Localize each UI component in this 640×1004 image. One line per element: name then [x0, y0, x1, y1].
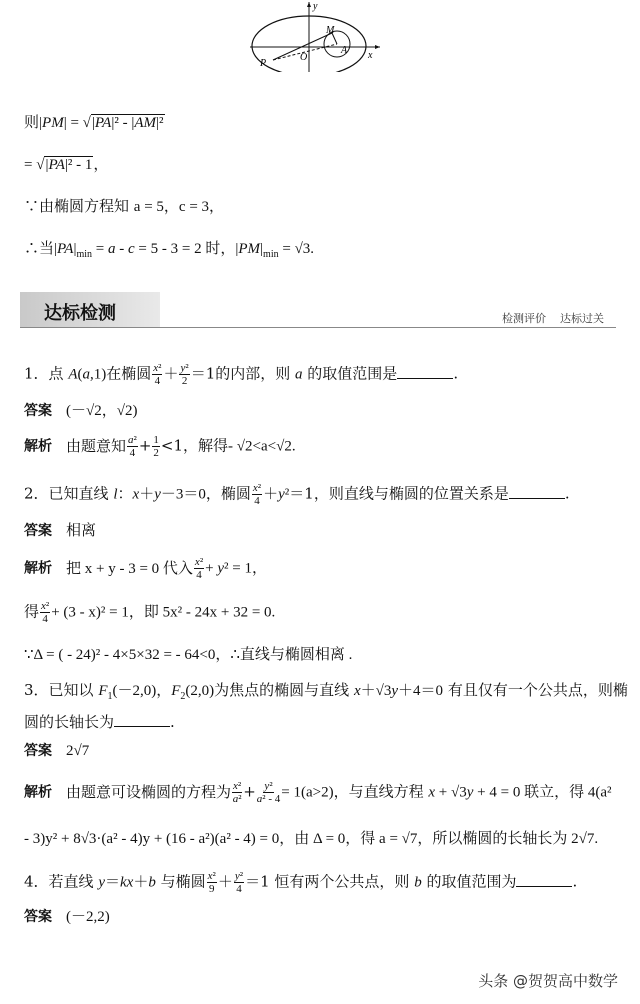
question-number: 1．点	[24, 364, 64, 383]
answer-value: (－2,2)	[66, 909, 110, 925]
analysis-expr: + (3 - x)² = 1，即 5x² - 24x + 32 = 0.	[51, 604, 276, 621]
answer-4	[24, 906, 110, 927]
question-text: ＝1，则直线与椭圆的位置关系是	[289, 484, 509, 503]
solution-text: ∵由椭圆方程知	[24, 197, 130, 215]
fig-label-p: P	[260, 58, 267, 69]
question-text: 在椭圆	[106, 364, 152, 383]
analysis-text: 由题意可设椭圆的方程为	[66, 782, 232, 801]
answer-blank	[509, 486, 565, 499]
question-3: 3．已知以 $F_1(-2,0)$，$F_2(2,0)$为焦点的椭圆与直线 x＋√3y＋4＝0 有且仅有一个公共点，则椭	[24, 681, 628, 702]
question-text: ，椭圆	[205, 484, 251, 503]
analysis-text: 由题意知	[66, 436, 127, 455]
banner-tag-1: 检测评价	[502, 312, 546, 325]
analysis-expr: - 3)y² + 8√3·(a² - 4)y + (16 - a²)(a² - 4) = 0，由 Δ = 0，得 a = √7，所以椭圆的长轴长为 2√7.	[24, 831, 599, 847]
section-title: 达标检测	[44, 303, 116, 324]
analysis-text: ∵Δ = ( - 24)² - 4×5×32 = - 64<0，∴直线与椭圆相离 .	[24, 647, 353, 663]
answer-label: 答案	[24, 743, 52, 759]
question-text: 圆的长轴长为	[24, 713, 115, 731]
analysis-text: <1，解得	[160, 436, 229, 455]
answer-value: 相离	[66, 521, 97, 539]
question-3-line-2: 圆的长轴长为 .	[24, 713, 175, 731]
answer-value: 2√7	[66, 743, 90, 759]
solution-line-2: = √|PA|² - 1，	[24, 157, 109, 173]
question-number: 2．已知直线	[24, 484, 109, 503]
analysis-1: 解析 由题意知 $\frac{\text{a²}}{4}$ + $\frac{1}{2}$ <1，解得- √2<a<√2.	[24, 434, 296, 459]
solution-text: ∴当	[24, 239, 55, 257]
watermark: 头条 @贺贺高中数学	[478, 972, 618, 990]
analysis-expr: - √2<a<√2.	[228, 438, 296, 455]
analysis-label: 解析	[24, 784, 52, 801]
analysis-text: 把 x + y - 3 = 0 代入	[66, 560, 193, 577]
analysis-3-line-2	[24, 828, 598, 849]
analysis-2-line-2: 得 $\frac{\text{x²}}{4}$ + (3 - x)² = 1，即 5x² - 24x + 32 = 0.	[24, 600, 276, 625]
banner-tag-2: 达标过关	[560, 312, 604, 325]
fig-label-o: O	[300, 52, 308, 63]
question-text: 为焦点的椭圆与直线	[214, 681, 350, 699]
analysis-2: 解析 把 x + y - 3 = 0 代入 $\frac{\text{x²}}{4}$ + y² = 1，	[24, 556, 267, 581]
solution-line-3	[24, 196, 224, 217]
fig-label-x: x	[368, 50, 373, 61]
analysis-text: 联立，得 4(a²	[524, 784, 612, 801]
question-2: 2．已知直线 l：x＋y－3＝0，椭圆 $\frac{\text{x²}}{4}$ ＋y²＝1，则直线与椭圆的位置关系是 .	[24, 482, 570, 507]
solution-line-1: 则|PM| = √|PA|² - |AM|²	[24, 113, 164, 131]
solution-expr: a = 5，c = 3，	[133, 199, 225, 215]
question-text: 的取值范围为	[426, 872, 517, 891]
answer-blank	[397, 366, 453, 379]
question-1: 1．点 A(a,1)在椭圆 $\frac{\text{x²}}{4}$ ＋ $\frac{\text{y²}}{2}$ ＝1的内部，则 a 的取值范围是 .	[24, 362, 459, 387]
analysis-text: 得	[24, 602, 40, 621]
answer-label: 答案	[24, 523, 52, 539]
ellipse-diagram	[240, 0, 390, 72]
analysis-3: 解析 由题意可设椭圆的方程为 $\frac{\text{x²}}{\text{a²}}$ + $\frac{\text{y²}}{\text{a² - 4}}$ = 1(a>2)，与直线方程 x + √3y + 4 = 0 联立，得 4(a²	[24, 780, 612, 805]
question-text: 的取值范围是	[307, 364, 398, 383]
fig-label-m: M	[326, 25, 335, 36]
analysis-text: = 1(a>2)，与直线方程	[281, 784, 424, 801]
analysis-2-line-3	[24, 644, 352, 665]
fig-label-y: y	[313, 1, 318, 12]
question-number: 4．若直线	[24, 872, 94, 891]
question-4: 4．若直线 y＝kx＋b 与椭圆 $\frac{\text{x²}}{9}$ ＋ $\frac{\text{y²}}{4}$ ＝1 恒有两个公共点，则 b 的取值范围为 .	[24, 870, 578, 895]
answer-2	[24, 520, 96, 541]
question-number: 3．已知以	[24, 681, 94, 699]
question-text: ＝1的内部，则	[190, 364, 291, 383]
section-banner	[20, 292, 616, 328]
answer-blank	[114, 714, 170, 727]
analysis-expr: = 1，	[232, 560, 267, 577]
solution-text: 则	[24, 113, 40, 131]
question-text: ＝1 恒有两个公共点，则	[245, 872, 410, 891]
answer-3	[24, 740, 89, 761]
analysis-label: 解析	[24, 438, 52, 455]
answer-label: 答案	[24, 403, 52, 419]
answer-1	[24, 400, 137, 421]
answer-blank	[516, 874, 572, 887]
answer-value: (－√2，√2)	[66, 403, 138, 419]
solution-line-4: ∴当$|PA|_{min} = a - c = 5 - 3 = 2$ 时，$|PM|_{min} = √3$.	[24, 239, 315, 260]
question-text: 与椭圆	[160, 872, 206, 891]
answer-label: 答案	[24, 909, 52, 925]
solution-text: 时，	[205, 239, 236, 257]
analysis-label: 解析	[24, 560, 52, 577]
fig-label-a: A	[341, 45, 348, 56]
question-text: 有且仅有一个公共点，则椭	[447, 681, 628, 699]
banner-divider	[20, 327, 616, 328]
